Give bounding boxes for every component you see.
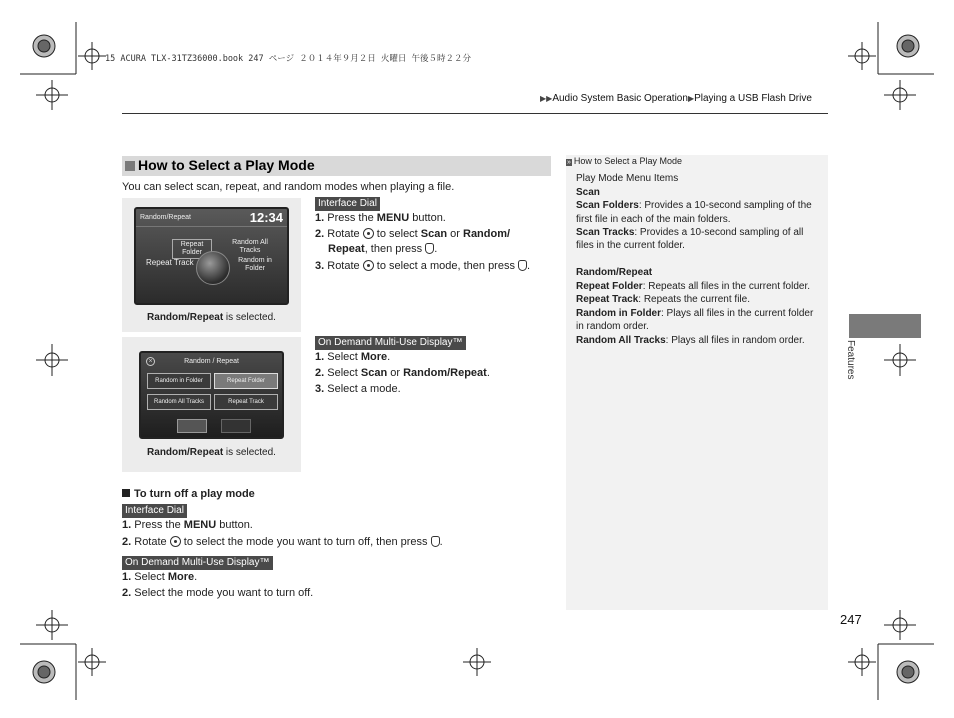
back-icon: × — [146, 357, 155, 366]
dial-press-icon — [425, 243, 434, 254]
screen1-clock: 12:34 — [249, 210, 283, 225]
interface-dial-tag: Interface Dial — [315, 197, 380, 211]
on-demand-tag: On Demand Multi-Use Display™ — [315, 336, 466, 350]
sidebar-random-in-folder-2: in random order. — [576, 321, 649, 332]
screen1-random-all-tracks: Random All Tracks — [232, 239, 268, 254]
screen1-repeat-track: Repeat Track — [146, 258, 194, 267]
turn-off-dial-step-1: 1. Press the MENU button. — [122, 519, 253, 531]
header-rule — [122, 113, 828, 114]
section-title: How to Select a Play Mode — [138, 157, 315, 173]
figure1-caption: Random/Repeat is selected. — [147, 312, 276, 323]
dial-step-1: 1. Press the MENU button. — [315, 212, 446, 224]
sidebar-scan-folders: Scan Folders: Provides a 10-second sampling of the — [576, 200, 812, 211]
dial-step-2-cont: Repeat, then press . — [328, 243, 438, 255]
screen2-link-button-icon — [221, 419, 251, 433]
dial-step-2: 2. Rotate to select Scan or Random/ — [315, 228, 511, 240]
screen-random-repeat-touch — [139, 351, 284, 439]
features-tab[interactable] — [849, 314, 921, 338]
dial-rotate-icon — [363, 260, 374, 271]
turn-off-dial-tag: Interface Dial — [122, 504, 187, 518]
breadcrumb-arrows: ▶▶ — [540, 94, 553, 103]
dial-knob-icon — [196, 251, 230, 285]
turn-off-dial-step-2: 2. Rotate to select the mode you want to turn off, then press . — [122, 536, 443, 548]
breadcrumb — [540, 93, 812, 104]
dial-rotate-icon — [363, 228, 374, 239]
dial-step-3: 3. Rotate to select a mode, then press . — [315, 260, 531, 272]
screen-random-repeat-dial — [134, 207, 289, 305]
sidebar-random-all: Random All Tracks: Plays all files in random order. — [576, 335, 805, 346]
turn-off-heading: To turn off a play mode — [122, 488, 255, 500]
od-step-2: 2. Select Scan or Random/Repeat. — [315, 367, 490, 379]
screen1-repeat-folder: Repeat Folder — [172, 239, 212, 259]
screen1-random-in-folder: Random in Folder — [238, 257, 272, 272]
screen2-random-all-tracks: Random All Tracks — [147, 394, 211, 410]
sidebar-scan-tracks-2: files in the current folder. — [576, 240, 685, 251]
od-step-1: 1. Select More. — [315, 351, 391, 363]
sidebar-menu-items: Play Mode Menu Items — [576, 173, 679, 184]
subhead-marker-icon — [122, 489, 130, 497]
reference-icon: » — [567, 159, 571, 166]
screen2-repeat-folder: Repeat Folder — [214, 373, 278, 389]
turn-off-od-step-1: 1. Select More. — [122, 571, 198, 583]
screen2-function-button-icon — [177, 419, 207, 433]
breadcrumb-separator: ▶ — [687, 94, 695, 103]
sidebar-random-repeat: Random/Repeat — [576, 267, 653, 278]
sidebar-random-in-folder: Random in Folder: Plays all files in the current folder — [576, 308, 814, 319]
screen2-random-in-folder: Random in Folder — [147, 373, 211, 389]
turn-off-od-step-2: 2. Select the mode you want to turn off. — [122, 587, 314, 599]
sidebar-scan-tracks: Scan Tracks: Provides a 10-second sampling of all — [576, 227, 804, 238]
sidebar-scan: Scan — [576, 187, 600, 198]
turn-off-od-tag: On Demand Multi-Use Display™ — [122, 556, 273, 570]
breadcrumb-link-usb[interactable]: Playing a USB Flash Drive — [694, 93, 812, 104]
section-heading-bar — [122, 156, 551, 176]
dial-press-icon — [431, 536, 440, 547]
print-header: 15 ACURA TLX-31TZ36000.book 247 ページ ２０１４年９月２日 火曜日 午後５時２２分 — [105, 54, 471, 64]
dial-press-icon — [518, 260, 527, 271]
page-number: 247 — [840, 612, 862, 627]
section-marker-icon — [125, 161, 135, 171]
screen2-repeat-track: Repeat Track — [214, 394, 278, 410]
figure2-caption: Random/Repeat is selected. — [147, 447, 276, 458]
features-tab-label: Features — [845, 340, 856, 380]
sidebar-note — [566, 155, 828, 610]
sidebar-scan-folders-2: first file in each of the main folders. — [576, 214, 731, 225]
sidebar-title: » How to Select a Play Mode — [567, 156, 682, 166]
screen1-header: Random/Repeat — [140, 214, 191, 221]
section-intro: You can select scan, repeat, and random modes when playing a file. — [122, 181, 455, 193]
breadcrumb-link-audio[interactable]: Audio System Basic Operation — [552, 93, 688, 104]
od-step-3: 3. Select a mode. — [315, 383, 401, 395]
dial-rotate-icon — [170, 536, 181, 547]
sidebar-repeat-folder: Repeat Folder: Repeats all files in the current folder. — [576, 281, 810, 292]
screen2-header: Random / Repeat — [184, 358, 239, 365]
sidebar-repeat-track: Repeat Track: Repeats the current file. — [576, 294, 750, 305]
